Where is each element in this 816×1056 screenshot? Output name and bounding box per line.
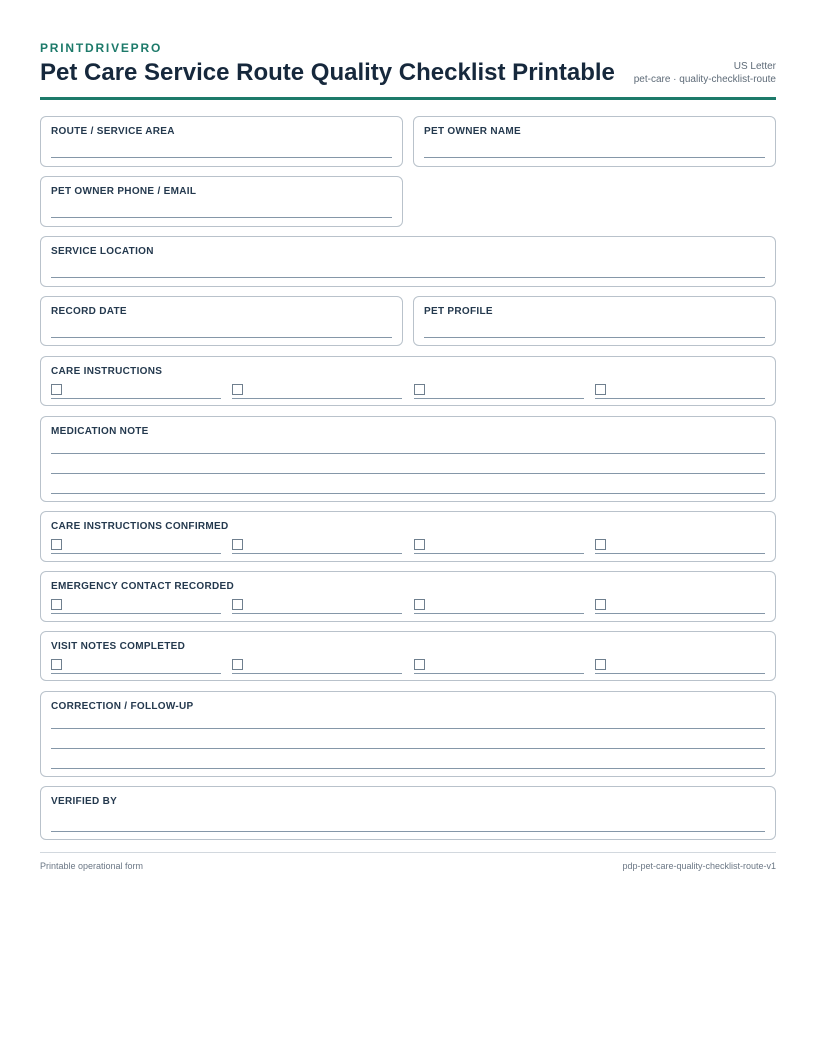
checklist-item-line[interactable] [595, 613, 765, 614]
page-title: Pet Care Service Route Quality Checklist Printable [40, 59, 615, 86]
field-label: PET OWNER NAME [424, 126, 521, 137]
route-service-area-field [40, 116, 403, 167]
checkbox[interactable] [414, 384, 425, 395]
pet-owner-contact-field [40, 176, 403, 227]
checkbox[interactable] [232, 384, 243, 395]
section-label: CARE INSTRUCTIONS CONFIRMED [51, 521, 229, 532]
checklist-item-line[interactable] [595, 398, 765, 399]
checklist-item[interactable] [51, 659, 221, 675]
pet-profile-field [413, 296, 776, 346]
checkbox[interactable] [51, 384, 62, 395]
route-service-area-input-line[interactable] [51, 157, 392, 158]
record-date-input-line[interactable] [51, 337, 392, 338]
correction-follow-up-section [40, 691, 776, 777]
pet-owner-name-field [413, 116, 776, 167]
checklist-item[interactable] [414, 539, 584, 555]
checkbox[interactable] [51, 659, 62, 670]
field-label: PET PROFILE [424, 306, 493, 317]
checklist-item-line[interactable] [595, 673, 765, 674]
document-meta [634, 60, 776, 86]
checklist-item[interactable] [414, 599, 584, 615]
checklist-item[interactable] [595, 384, 765, 400]
checkbox[interactable] [51, 539, 62, 550]
checklist-item[interactable] [595, 539, 765, 555]
checkbox[interactable] [595, 539, 606, 550]
checklist-item-line[interactable] [51, 553, 221, 554]
footer-form-type: Printable operational form [40, 861, 144, 871]
paper-size: US Letter [733, 61, 776, 72]
care-instructions-confirmed-section [40, 511, 776, 562]
verified-by-input-line[interactable] [51, 831, 765, 832]
section-label: MEDICATION NOTE [51, 426, 149, 437]
section-label: EMERGENCY CONTACT RECORDED [51, 581, 234, 592]
checklist-item[interactable] [232, 599, 402, 615]
correction-follow-up-line[interactable] [51, 728, 765, 729]
checklist-item-line[interactable] [232, 613, 402, 614]
checkbox[interactable] [414, 539, 425, 550]
footer-document-id: pdp-pet-care-quality-checklist-route-v1 [622, 861, 776, 871]
checklist-item-line[interactable] [232, 673, 402, 674]
checklist-item[interactable] [51, 539, 221, 555]
checklist-item-line[interactable] [414, 398, 584, 399]
record-date-field [40, 296, 403, 346]
header-divider [40, 97, 776, 100]
checkbox[interactable] [595, 599, 606, 610]
checklist-item[interactable] [232, 539, 402, 555]
checkbox[interactable] [232, 659, 243, 670]
visit-notes-completed-section [40, 631, 776, 681]
checklist-item-line[interactable] [232, 553, 402, 554]
medication-note-line[interactable] [51, 453, 765, 454]
checklist-item[interactable] [414, 659, 584, 675]
checkbox[interactable] [232, 539, 243, 550]
checklist-item-line[interactable] [414, 673, 584, 674]
checklist-item[interactable] [51, 599, 221, 615]
checklist-item[interactable] [414, 384, 584, 400]
checklist-item[interactable] [51, 384, 221, 400]
checklist-item-line[interactable] [414, 613, 584, 614]
emergency-contact-recorded-section [40, 571, 776, 622]
checkbox[interactable] [232, 599, 243, 610]
field-label: VERIFIED BY [51, 796, 118, 807]
document-tag: pet-care · quality-checklist-route [633, 74, 776, 85]
field-label: RECORD DATE [51, 306, 127, 317]
checkbox[interactable] [414, 659, 425, 670]
correction-follow-up-line[interactable] [51, 748, 765, 749]
checklist-item[interactable] [232, 384, 402, 400]
medication-note-line[interactable] [51, 473, 765, 474]
pet-owner-contact-input-line[interactable] [51, 217, 392, 218]
checkbox[interactable] [595, 384, 606, 395]
medication-note-section [40, 416, 776, 502]
checklist-item-line[interactable] [232, 398, 402, 399]
checklist-item[interactable] [595, 599, 765, 615]
section-label: VISIT NOTES COMPLETED [51, 641, 186, 652]
footer-divider [40, 852, 776, 853]
checkbox[interactable] [51, 599, 62, 610]
checklist-item[interactable] [595, 659, 765, 675]
care-instructions-section [40, 356, 776, 406]
correction-follow-up-line[interactable] [51, 768, 765, 769]
checklist-item-line[interactable] [595, 553, 765, 554]
checkbox[interactable] [595, 659, 606, 670]
checklist-item-line[interactable] [414, 553, 584, 554]
medication-note-line[interactable] [51, 493, 765, 494]
pet-owner-name-input-line[interactable] [424, 157, 765, 158]
service-location-field [40, 236, 776, 287]
checkbox[interactable] [414, 599, 425, 610]
checklist-item-line[interactable] [51, 613, 221, 614]
checklist-item[interactable] [232, 659, 402, 675]
field-label: SERVICE LOCATION [51, 246, 154, 257]
verified-by-field [40, 786, 776, 840]
field-label: PET OWNER PHONE / EMAIL [51, 186, 197, 197]
checklist-item-line[interactable] [51, 398, 221, 399]
field-label: ROUTE / SERVICE AREA [51, 126, 175, 137]
section-label: CORRECTION / FOLLOW-UP [51, 701, 194, 712]
checklist-item-line[interactable] [51, 673, 221, 674]
header [40, 40, 776, 100]
section-label: CARE INSTRUCTIONS [51, 366, 163, 377]
pet-profile-input-line[interactable] [424, 337, 765, 338]
service-location-input-line[interactable] [51, 277, 765, 278]
brand-name: PRINTDRIVEPRO [40, 41, 163, 55]
